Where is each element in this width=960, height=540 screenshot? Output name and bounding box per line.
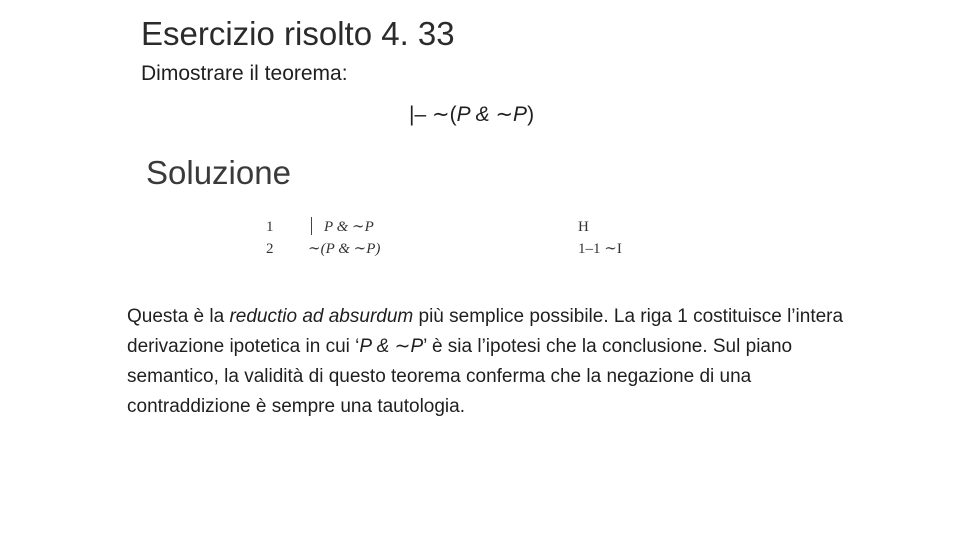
paragraph-term: reductio ad absurdum <box>229 306 414 327</box>
line-formula: ∼(P & ∼P) <box>308 241 381 257</box>
derivation-row <box>266 217 646 237</box>
derivation-row <box>266 239 646 259</box>
paragraph-text: ’ è sia l’ipotesi che la conclusione. Sul piano semantico, la validità di questo teorema conferma che la negazione di una contraddizione è sempre una tautologia. <box>127 336 793 417</box>
theorem-statement <box>409 101 534 129</box>
line-rule: 1–1 ∼I <box>578 241 622 257</box>
line-number: 2 <box>266 241 274 257</box>
exercise-prompt: Dimostrare il teorema: <box>141 62 348 85</box>
theorem-close: ) <box>527 103 535 126</box>
turnstile-symbol: |– <box>409 103 432 126</box>
slide-title: Esercizio risolto 4. 33 <box>141 15 455 52</box>
theorem-formula: P & ∼P <box>456 103 528 126</box>
paragraph-formula: P & ∼P <box>359 336 424 357</box>
line-formula: P & ∼P <box>324 219 374 235</box>
negation-open: ∼( <box>431 103 457 126</box>
explanation-paragraph <box>127 302 847 422</box>
line-rule: H <box>578 219 589 235</box>
line-number: 1 <box>266 219 274 235</box>
derivation-table <box>266 217 646 261</box>
solution-heading: Soluzione <box>146 154 291 191</box>
paragraph-text: più semplice possibile. La riga 1 costituisce l’intera derivazione ipotetica in cui ‘ <box>127 306 844 357</box>
hypothesis-bar <box>311 217 312 235</box>
paragraph-text: Questa è la <box>127 306 230 327</box>
